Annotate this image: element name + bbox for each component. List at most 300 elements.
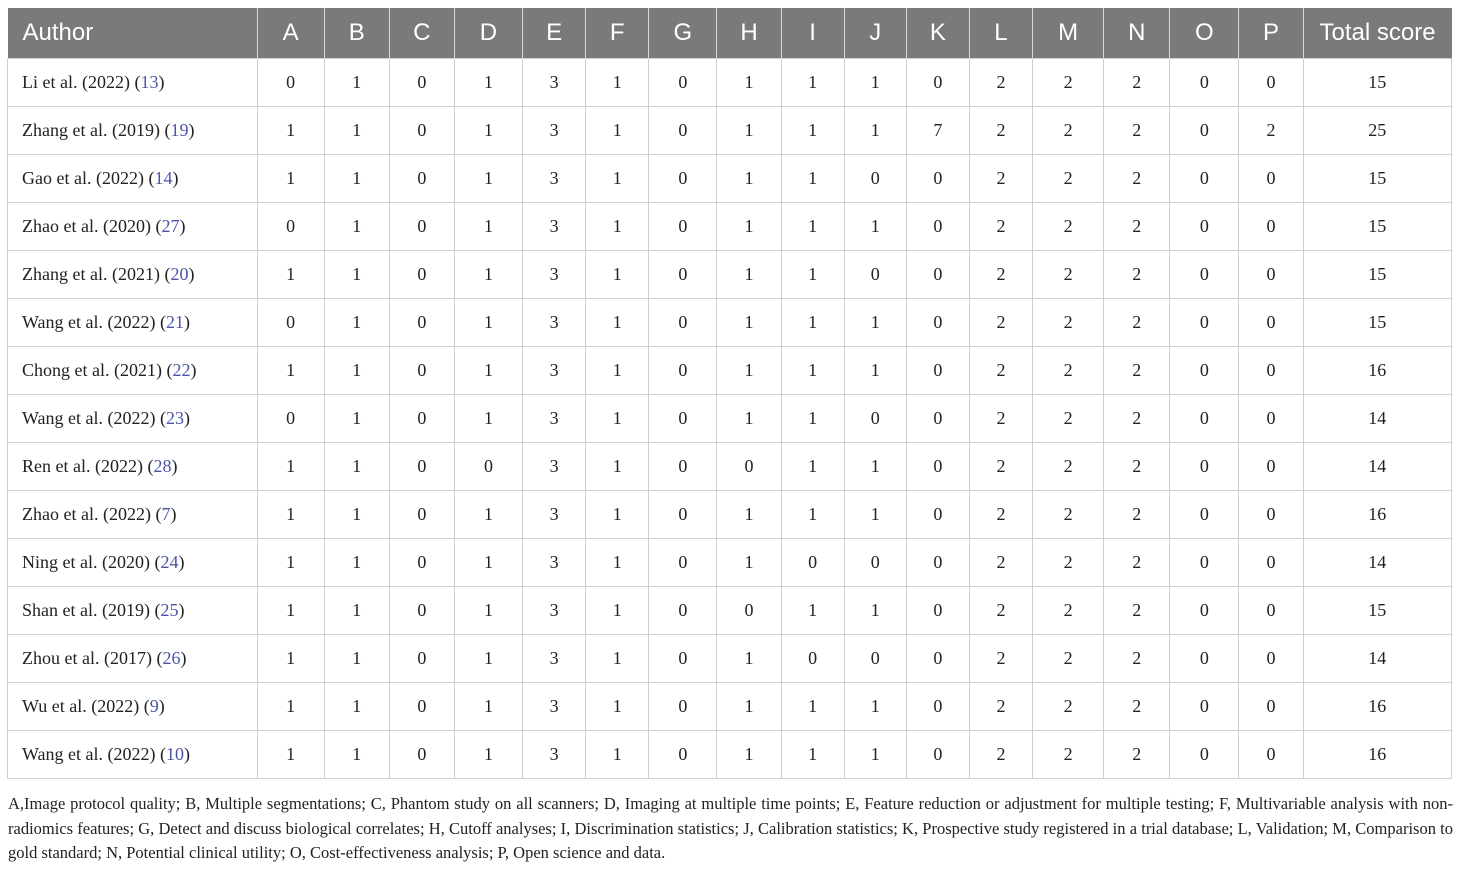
score-cell-h: 1 (717, 59, 781, 107)
reference-link[interactable]: 13 (140, 72, 159, 92)
score-cell-l: 2 (969, 299, 1032, 347)
score-cell-c: 0 (389, 299, 454, 347)
score-cell-k: 0 (906, 683, 969, 731)
score-cell-j: 0 (844, 635, 906, 683)
score-cell-o: 0 (1170, 299, 1239, 347)
score-cell-k: 7 (906, 107, 969, 155)
score-cell-f: 1 (586, 587, 649, 635)
total-score-cell: 15 (1303, 203, 1451, 251)
total-score-cell: 15 (1303, 299, 1451, 347)
score-cell-c: 0 (389, 395, 454, 443)
score-cell-f: 1 (586, 731, 649, 779)
score-cell-c: 0 (389, 443, 454, 491)
score-cell-d: 1 (454, 347, 522, 395)
table-row (8, 251, 1452, 299)
score-cell-i: 1 (781, 443, 844, 491)
score-cell-c: 0 (389, 203, 454, 251)
score-cell-p: 0 (1239, 155, 1303, 203)
score-cell-o: 0 (1170, 59, 1239, 107)
reference-link[interactable]: 21 (166, 312, 185, 332)
score-cell-j: 0 (844, 395, 906, 443)
reference-link[interactable]: 14 (154, 168, 173, 188)
score-cell-g: 0 (649, 635, 717, 683)
score-cell-n: 2 (1104, 731, 1170, 779)
score-cell-d: 1 (454, 155, 522, 203)
score-cell-i: 0 (781, 539, 844, 587)
score-cell-f: 1 (586, 107, 649, 155)
author-name: Zhou et al. (2017) (22, 648, 152, 668)
score-cell-a: 1 (257, 107, 324, 155)
score-cell-f: 1 (586, 155, 649, 203)
total-score-cell: 14 (1303, 443, 1451, 491)
score-cell-m: 2 (1033, 251, 1104, 299)
score-cell-o: 0 (1170, 491, 1239, 539)
author-name: Zhang et al. (2021) (22, 264, 160, 284)
score-cell-m: 2 (1033, 683, 1104, 731)
score-cell-h: 1 (717, 347, 781, 395)
score-cell-c: 0 (389, 107, 454, 155)
score-cell-f: 1 (586, 347, 649, 395)
score-cell-j: 1 (844, 347, 906, 395)
score-cell-f: 1 (586, 59, 649, 107)
author-cell: Zhao et al. (2020) (27) (8, 203, 258, 251)
score-cell-f: 1 (586, 203, 649, 251)
score-cell-c: 0 (389, 635, 454, 683)
score-cell-d: 0 (454, 443, 522, 491)
score-cell-a: 0 (257, 203, 324, 251)
score-cell-p: 0 (1239, 539, 1303, 587)
score-cell-l: 2 (969, 395, 1032, 443)
score-cell-m: 2 (1033, 299, 1104, 347)
score-cell-h: 1 (717, 299, 781, 347)
score-cell-j: 1 (844, 59, 906, 107)
author-cell: Gao et al. (2022) (14) (8, 155, 258, 203)
author-name: Zhao et al. (2022) (22, 504, 151, 524)
score-cell-o: 0 (1170, 203, 1239, 251)
score-cell-b: 1 (324, 731, 389, 779)
score-cell-o: 0 (1170, 539, 1239, 587)
author-name: Wang et al. (2022) (22, 744, 156, 764)
score-cell-p: 0 (1239, 395, 1303, 443)
total-score-cell: 16 (1303, 347, 1451, 395)
score-cell-e: 3 (523, 539, 586, 587)
score-cell-l: 2 (969, 443, 1032, 491)
column-header-c: C (389, 8, 454, 59)
table-row (8, 635, 1452, 683)
score-cell-e: 3 (523, 203, 586, 251)
score-cell-i: 1 (781, 491, 844, 539)
total-score-cell: 15 (1303, 587, 1451, 635)
author-name: Gao et al. (2022) (22, 168, 144, 188)
score-cell-l: 2 (969, 107, 1032, 155)
score-cell-l: 2 (969, 683, 1032, 731)
score-cell-o: 0 (1170, 251, 1239, 299)
score-cell-h: 0 (717, 587, 781, 635)
score-cell-e: 3 (523, 251, 586, 299)
score-cell-n: 2 (1104, 539, 1170, 587)
score-cell-p: 0 (1239, 59, 1303, 107)
score-cell-g: 0 (649, 59, 717, 107)
score-cell-b: 1 (324, 251, 389, 299)
table-row (8, 443, 1452, 491)
reference-link[interactable]: 26 (162, 648, 181, 668)
score-cell-e: 3 (523, 59, 586, 107)
score-cell-g: 0 (649, 683, 717, 731)
score-cell-g: 0 (649, 155, 717, 203)
author-cell: Wang et al. (2022) (10) (8, 731, 258, 779)
author-cell: Ren et al. (2022) (28) (8, 443, 258, 491)
author-cell: Wang et al. (2022) (21) (8, 299, 258, 347)
score-cell-f: 1 (586, 491, 649, 539)
table-row (8, 587, 1452, 635)
score-cell-m: 2 (1033, 731, 1104, 779)
score-cell-h: 1 (717, 683, 781, 731)
column-header-j: J (844, 8, 906, 59)
score-cell-a: 1 (257, 251, 324, 299)
score-cell-f: 1 (586, 299, 649, 347)
score-cell-g: 0 (649, 347, 717, 395)
score-cell-k: 0 (906, 395, 969, 443)
score-cell-i: 1 (781, 587, 844, 635)
table-body (8, 59, 1452, 779)
column-header-h: H (717, 8, 781, 59)
score-cell-i: 1 (781, 395, 844, 443)
score-cell-m: 2 (1033, 203, 1104, 251)
table-header (8, 8, 1452, 59)
author-name: Wu et al. (2022) (22, 696, 140, 716)
score-cell-l: 2 (969, 635, 1032, 683)
score-cell-m: 2 (1033, 587, 1104, 635)
score-cell-l: 2 (969, 251, 1032, 299)
score-cell-p: 0 (1239, 203, 1303, 251)
radiomics-quality-score-table (7, 8, 1452, 779)
score-cell-o: 0 (1170, 395, 1239, 443)
author-cell: Wang et al. (2022) (23) (8, 395, 258, 443)
score-cell-m: 2 (1033, 59, 1104, 107)
score-cell-d: 1 (454, 107, 522, 155)
score-cell-j: 1 (844, 683, 906, 731)
score-cell-o: 0 (1170, 155, 1239, 203)
score-cell-j: 0 (844, 155, 906, 203)
author-name: Li et al. (2022) (22, 72, 130, 92)
score-cell-a: 1 (257, 683, 324, 731)
score-cell-b: 1 (324, 395, 389, 443)
score-cell-b: 1 (324, 299, 389, 347)
table-footnote: A,Image protocol quality; B, Multiple segmentations; C, Phantom study on all scanners; D, Imaging at multiple time points; E, Feature reduction or adjustment for multiple testing; F, Multivariable analysis with non-radiomics features; G, Detect and discuss biological correlates; H, Cutoff analyses; I, Discrimination statistics; J, Calibration statistics; K, Prospective study registered in a trial database; L, Validation; M, Comparison to gold standard; N, Potential clinical utility; O, Cost-effectiveness analysis; P, Open science and data. (8, 794, 1453, 862)
reference-link[interactable]: 9 (149, 696, 159, 716)
total-score-cell: 14 (1303, 635, 1451, 683)
score-cell-n: 2 (1104, 635, 1170, 683)
score-cell-b: 1 (324, 539, 389, 587)
score-cell-h: 1 (717, 203, 781, 251)
score-cell-c: 0 (389, 491, 454, 539)
score-cell-n: 2 (1104, 347, 1170, 395)
table-row (8, 203, 1452, 251)
score-cell-n: 2 (1104, 587, 1170, 635)
table-row (8, 299, 1452, 347)
score-cell-j: 1 (844, 731, 906, 779)
score-cell-l: 2 (969, 347, 1032, 395)
score-cell-d: 1 (454, 635, 522, 683)
score-cell-p: 0 (1239, 683, 1303, 731)
score-cell-j: 1 (844, 107, 906, 155)
total-score-cell: 16 (1303, 491, 1451, 539)
reference-link[interactable]: 20 (170, 264, 189, 284)
author-cell: Li et al. (2022) (13) (8, 59, 258, 107)
score-cell-p: 2 (1239, 107, 1303, 155)
score-cell-f: 1 (586, 635, 649, 683)
total-score-cell: 14 (1303, 539, 1451, 587)
score-cell-o: 0 (1170, 587, 1239, 635)
score-cell-e: 3 (523, 731, 586, 779)
author-name: Zhao et al. (2020) (22, 216, 151, 236)
score-cell-d: 1 (454, 203, 522, 251)
column-header-author: Author (8, 8, 258, 59)
reference-link[interactable]: 23 (166, 408, 185, 428)
column-header-l: L (969, 8, 1032, 59)
reference-link[interactable]: 22 (172, 360, 191, 380)
score-cell-e: 3 (523, 155, 586, 203)
author-name: Wang et al. (2022) (22, 312, 156, 332)
score-cell-c: 0 (389, 347, 454, 395)
score-cell-i: 1 (781, 59, 844, 107)
score-cell-p: 0 (1239, 443, 1303, 491)
score-cell-b: 1 (324, 587, 389, 635)
score-cell-p: 0 (1239, 731, 1303, 779)
score-cell-i: 1 (781, 683, 844, 731)
score-cell-j: 1 (844, 299, 906, 347)
score-cell-e: 3 (523, 443, 586, 491)
total-score-cell: 15 (1303, 155, 1451, 203)
column-header-i: I (781, 8, 844, 59)
score-cell-m: 2 (1033, 347, 1104, 395)
score-cell-h: 1 (717, 251, 781, 299)
score-cell-a: 1 (257, 443, 324, 491)
score-cell-j: 0 (844, 251, 906, 299)
reference-link[interactable]: 10 (166, 744, 185, 764)
score-cell-j: 1 (844, 443, 906, 491)
reference-link[interactable]: 27 (161, 216, 180, 236)
column-header-total-score: Total score (1303, 8, 1451, 59)
score-cell-o: 0 (1170, 107, 1239, 155)
score-cell-i: 1 (781, 299, 844, 347)
score-cell-k: 0 (906, 59, 969, 107)
score-cell-k: 0 (906, 347, 969, 395)
score-cell-n: 2 (1104, 251, 1170, 299)
author-cell: Zhang et al. (2019) (19) (8, 107, 258, 155)
score-cell-b: 1 (324, 107, 389, 155)
column-header-p: P (1239, 8, 1303, 59)
author-cell: Shan et al. (2019) (25) (8, 587, 258, 635)
score-cell-m: 2 (1033, 539, 1104, 587)
table-row (8, 59, 1452, 107)
score-cell-n: 2 (1104, 443, 1170, 491)
score-cell-d: 1 (454, 731, 522, 779)
score-cell-a: 0 (257, 299, 324, 347)
score-cell-a: 1 (257, 491, 324, 539)
score-cell-g: 0 (649, 251, 717, 299)
score-cell-n: 2 (1104, 59, 1170, 107)
score-cell-k: 0 (906, 443, 969, 491)
score-cell-h: 1 (717, 635, 781, 683)
score-cell-f: 1 (586, 443, 649, 491)
score-cell-p: 0 (1239, 635, 1303, 683)
score-cell-c: 0 (389, 251, 454, 299)
score-cell-h: 1 (717, 155, 781, 203)
score-cell-l: 2 (969, 731, 1032, 779)
score-cell-j: 0 (844, 539, 906, 587)
score-cell-l: 2 (969, 587, 1032, 635)
table-row (8, 491, 1452, 539)
score-cell-m: 2 (1033, 491, 1104, 539)
score-cell-p: 0 (1239, 299, 1303, 347)
column-header-o: O (1170, 8, 1239, 59)
total-score-cell: 15 (1303, 251, 1451, 299)
score-cell-k: 0 (906, 491, 969, 539)
score-cell-g: 0 (649, 539, 717, 587)
score-cell-f: 1 (586, 395, 649, 443)
score-cell-e: 3 (523, 299, 586, 347)
score-cell-o: 0 (1170, 347, 1239, 395)
total-score-cell: 16 (1303, 731, 1451, 779)
score-cell-e: 3 (523, 635, 586, 683)
score-cell-a: 1 (257, 539, 324, 587)
score-cell-e: 3 (523, 683, 586, 731)
author-name: Wang et al. (2022) (22, 408, 156, 428)
score-cell-i: 1 (781, 731, 844, 779)
reference-link[interactable]: 24 (160, 552, 179, 572)
score-cell-i: 1 (781, 347, 844, 395)
score-cell-a: 1 (257, 155, 324, 203)
score-cell-p: 0 (1239, 251, 1303, 299)
score-cell-j: 1 (844, 491, 906, 539)
score-cell-d: 1 (454, 491, 522, 539)
author-cell: Chong et al. (2021) (22) (8, 347, 258, 395)
score-cell-n: 2 (1104, 155, 1170, 203)
column-header-b: B (324, 8, 389, 59)
score-cell-i: 1 (781, 155, 844, 203)
score-cell-d: 1 (454, 299, 522, 347)
author-cell: Zhang et al. (2021) (20) (8, 251, 258, 299)
score-cell-d: 1 (454, 539, 522, 587)
score-cell-j: 1 (844, 587, 906, 635)
score-cell-e: 3 (523, 395, 586, 443)
score-cell-k: 0 (906, 731, 969, 779)
score-cell-d: 1 (454, 683, 522, 731)
score-table-container (7, 8, 1452, 779)
score-cell-g: 0 (649, 443, 717, 491)
score-cell-h: 0 (717, 443, 781, 491)
score-cell-c: 0 (389, 683, 454, 731)
score-cell-l: 2 (969, 491, 1032, 539)
reference-link[interactable]: 28 (153, 456, 172, 476)
table-row (8, 347, 1452, 395)
score-cell-d: 1 (454, 251, 522, 299)
author-cell: Zhao et al. (2022) (7) (8, 491, 258, 539)
column-header-n: N (1104, 8, 1170, 59)
score-cell-j: 1 (844, 203, 906, 251)
score-cell-k: 0 (906, 251, 969, 299)
score-cell-e: 3 (523, 347, 586, 395)
total-score-cell: 16 (1303, 683, 1451, 731)
score-cell-o: 0 (1170, 443, 1239, 491)
score-cell-n: 2 (1104, 299, 1170, 347)
total-score-cell: 15 (1303, 59, 1451, 107)
score-cell-c: 0 (389, 155, 454, 203)
score-cell-h: 1 (717, 539, 781, 587)
author-name: Zhang et al. (2019) (22, 120, 160, 140)
score-cell-i: 0 (781, 635, 844, 683)
score-cell-d: 1 (454, 59, 522, 107)
score-cell-g: 0 (649, 107, 717, 155)
score-cell-i: 1 (781, 107, 844, 155)
score-cell-c: 0 (389, 731, 454, 779)
score-cell-p: 0 (1239, 347, 1303, 395)
score-cell-l: 2 (969, 155, 1032, 203)
table-row (8, 731, 1452, 779)
score-cell-m: 2 (1033, 395, 1104, 443)
score-cell-b: 1 (324, 203, 389, 251)
score-cell-a: 1 (257, 347, 324, 395)
score-cell-a: 1 (257, 731, 324, 779)
column-header-e: E (523, 8, 586, 59)
score-cell-c: 0 (389, 59, 454, 107)
author-name: Ren et al. (2022) (22, 456, 143, 476)
score-cell-g: 0 (649, 203, 717, 251)
score-cell-d: 1 (454, 587, 522, 635)
score-cell-n: 2 (1104, 683, 1170, 731)
score-cell-m: 2 (1033, 107, 1104, 155)
column-header-d: D (454, 8, 522, 59)
score-cell-l: 2 (969, 59, 1032, 107)
author-name: Chong et al. (2021) (22, 360, 162, 380)
score-cell-b: 1 (324, 683, 389, 731)
score-cell-k: 0 (906, 635, 969, 683)
score-cell-b: 1 (324, 443, 389, 491)
score-cell-b: 1 (324, 491, 389, 539)
score-cell-h: 1 (717, 731, 781, 779)
table-row (8, 107, 1452, 155)
score-cell-b: 1 (324, 635, 389, 683)
score-cell-f: 1 (586, 539, 649, 587)
score-cell-g: 0 (649, 395, 717, 443)
column-header-m: M (1033, 8, 1104, 59)
score-cell-h: 1 (717, 107, 781, 155)
score-cell-b: 1 (324, 347, 389, 395)
score-cell-k: 0 (906, 299, 969, 347)
author-cell: Ning et al. (2020) (24) (8, 539, 258, 587)
author-cell: Wu et al. (2022) (9) (8, 683, 258, 731)
score-cell-i: 1 (781, 251, 844, 299)
score-cell-h: 1 (717, 491, 781, 539)
column-header-g: G (649, 8, 717, 59)
author-cell: Zhou et al. (2017) (26) (8, 635, 258, 683)
score-cell-a: 0 (257, 395, 324, 443)
reference-link[interactable]: 19 (170, 120, 189, 140)
score-cell-n: 2 (1104, 107, 1170, 155)
author-name: Shan et al. (2019) (22, 600, 150, 620)
reference-link[interactable]: 7 (161, 504, 171, 524)
score-cell-f: 1 (586, 251, 649, 299)
table-row (8, 683, 1452, 731)
score-cell-e: 3 (523, 107, 586, 155)
score-cell-g: 0 (649, 299, 717, 347)
score-cell-a: 1 (257, 587, 324, 635)
author-name: Ning et al. (2020) (22, 552, 150, 572)
reference-link[interactable]: 25 (160, 600, 179, 620)
table-row (8, 395, 1452, 443)
score-cell-g: 0 (649, 731, 717, 779)
